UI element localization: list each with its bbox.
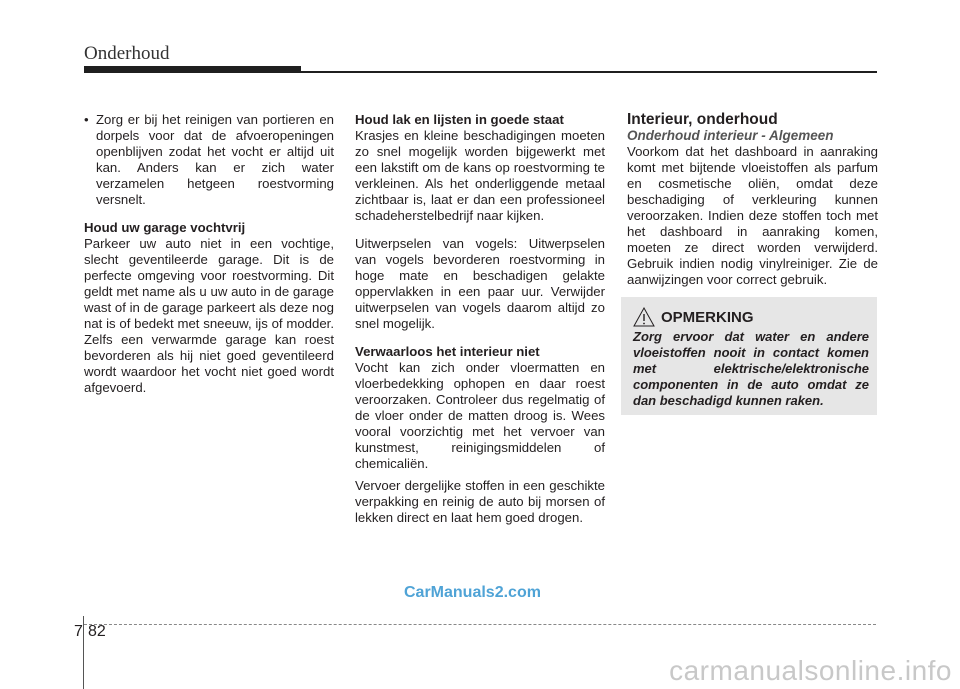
note-text: Zorg ervoor dat water en andere vloeistoffen nooit in contact komen met elektrische/elektronische componenten in de auto omdat ze dan beschadigd kunnen raken. xyxy=(633,329,869,408)
site-watermark: carmanualsonline.info xyxy=(669,655,952,686)
note-title: OPMERKING xyxy=(661,308,754,326)
interior-paragraph-2: Vervoer dergelijke stoffen in een geschikte verpakking en reinig de auto bij morsen of lekken direct en laat hem goed drogen. xyxy=(355,478,605,525)
header-rule-thin xyxy=(301,71,877,73)
list-item xyxy=(84,112,334,208)
column-middle xyxy=(355,112,605,526)
column-right xyxy=(627,112,878,288)
paint-heading: Houd lak en lijsten in goede staat xyxy=(355,112,564,127)
note-box xyxy=(621,297,877,415)
section-paragraph: Voorkom dat het dashboard in aanraking komt met bijtende vloeistoffen als parfum en cosmetische oliën, omdat deze beschadiging of verkleuring kunnen veroorzaken. Indien deze stoffen toch met het dashboard in aanraking komen, moeten ze direct worden verwijderd. Gebruik indien nodig vinylreiniger. Zie de aanwijzingen voor correct gebruik. xyxy=(627,144,878,287)
carmanuals-watermark: CarManuals2.com xyxy=(404,584,541,601)
interior-heading: Verwaarloos het interieur niet xyxy=(355,344,540,359)
bullet-dot: • xyxy=(84,112,89,127)
page-header-title: Onderhoud xyxy=(84,43,170,64)
garage-paragraph: Parkeer uw auto niet in een vochtige, slecht geventileerde garage. Dit is de perfecte omgeving voor roestvorming. Dit geldt met name als u uw auto in de garage wast of in de garage parkeert als deze nog nat is of bedekt met sneeuw, ijs of modder. Zelfs een verwarmde garage kan roest bevorderen als hij niet goed geventileerd wordt waardoor het vocht niet goed wordt afgevoerd. xyxy=(84,236,334,395)
paint-paragraph: Krasjes en kleine beschadigingen moeten zo snel mogelijk worden bijgewerkt met een lakstift om de kans op roestvorming te verkleinen. Als het onderliggende metaal zichtbaar is, laat er dan een professioneel schadeherstelbedrijf naar kijken. xyxy=(355,128,605,223)
footer-dashed-rule xyxy=(84,624,876,625)
bullet-text: Zorg er bij het reinigen van portieren en dorpels voor dat de afvoeropeningen openblijven zodat het vocht er altijd uit kan. Anders kan er zich water verzamelen hetgeen roestvorming versnelt. xyxy=(96,112,334,207)
garage-heading: Houd uw garage vochtvrij xyxy=(84,220,246,235)
interior-paragraph-1: Vocht kan zich onder vloermatten en vloerbedekking ophopen en daar roest veroorzaken. Controleer dus regelmatig of de vloer onder de matten droog is. Wees vooral voorzichtig met het vervoer van kunstmest, reinigingsmiddelen of chemicaliën. xyxy=(355,360,605,471)
header-rule-thick xyxy=(84,66,301,73)
footer-vertical-rule xyxy=(83,616,84,689)
section-title: Interieur, onderhoud xyxy=(627,111,778,128)
chapter-number: 7 xyxy=(74,623,83,640)
section-subtitle: Onderhoud interieur - Algemeen xyxy=(627,128,834,143)
column-left xyxy=(84,112,334,396)
page-number: 82 xyxy=(88,623,106,640)
warning-triangle-icon xyxy=(633,307,655,327)
note-header xyxy=(633,307,754,327)
birds-paragraph: Uitwerpselen van vogels: Uitwerpselen van vogels bevorderen roestvorming in hoge mate en beschadigen gelakte oppervlakken in een paar uur. Verwijder uitwerpselen van vogels daarom altijd zo snel mogelijk. xyxy=(355,236,605,331)
